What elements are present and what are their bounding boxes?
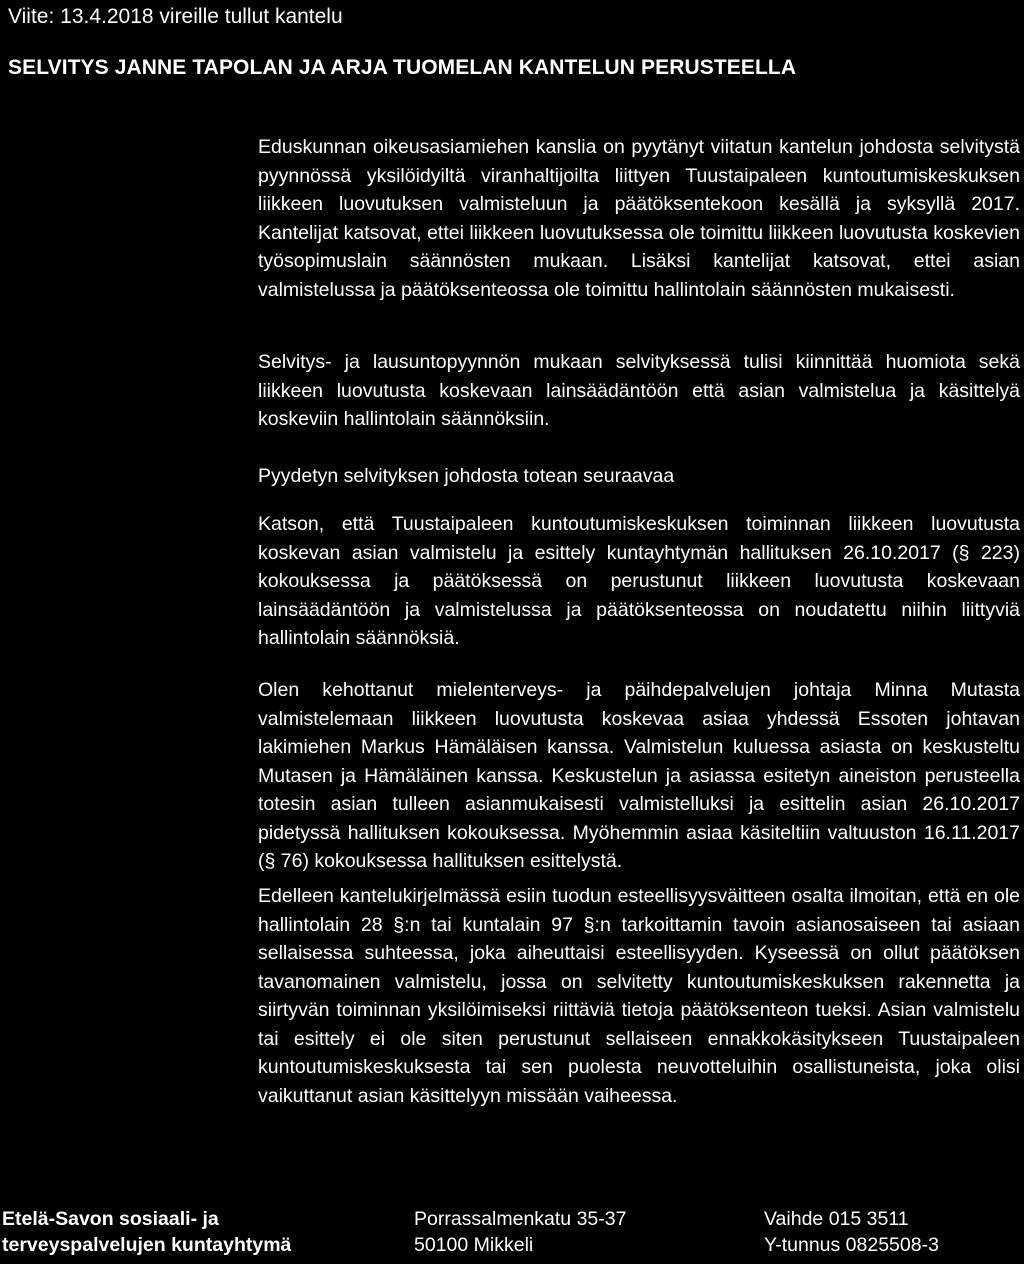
footer-address [414, 1206, 626, 1258]
paragraph-request: Eduskunnan oikeusasiamiehen kanslia on pyytänyt viitatun kantelun johdosta selvitystä pyynnössä yksilöidyiltä viranhaltijoilta liittyen Tuustaipaleen kuntoutumiskeskuksen liikkeen luovutuksen valmisteluun ja päätöksentekoon kesällä ja syksyllä 2017. Kantelijat katsovat, ettei liikkeen luovutuksessa ole toimittu liikkeen luovutusta koskevien työsopimuslain säännösten mukaan. Lisäksi kantelijat katsovat, ettei asian valmistelussa ja päätöksenteossa ole toimittu hallintolain säännösten mukaisesti. [258, 136, 1020, 301]
document-title: SELVITYS JANNE TAPOLAN JA ARJA TUOMELAN KANTELUN PERUSTEELLA [8, 56, 797, 79]
footer-org-line: terveyspalvelujen kuntayhtymä [2, 1234, 292, 1256]
footer-business-id: Y-tunnus 0825508-3 [764, 1234, 939, 1256]
paragraph-intro: Pyydetyn selvityksen johdosta totean seuraavaa [258, 465, 675, 487]
footer-street: Porrassalmenkatu 35-37 [414, 1208, 627, 1230]
footer-org-line: Etelä-Savon sosiaali- ja [2, 1208, 219, 1230]
footer-organization [2, 1206, 291, 1258]
reference-line: Viite: 13.4.2018 vireille tullut kantelu [8, 5, 343, 28]
footer-postal: 50100 Mikkeli [414, 1234, 534, 1256]
paragraph-scope: Selvitys- ja lausuntopyynnön mukaan selvityksessä tulisi kiinnittää huomiota sekä liikkeen luovutusta koskevaan lainsäädäntöön että asian valmistelua ja käsittelyä koskeviin hallintolain säännöksiin. [258, 351, 1020, 430]
footer-phone: Vaihde 015 3511 [764, 1208, 909, 1230]
footer-contact [764, 1206, 939, 1258]
paragraph-preparation: Olen kehottanut mielenterveys- ja päihdepalvelujen johtaja Minna Mutasta valmistelemaan liikkeen luovutusta koskevaa asiaa yhdessä Essoten johtavan lakimiehen Markus Hämäläisen kanssa. Valmistelun kuluessa asiasta on keskusteltu Mutasen ja Hämäläinen kanssa. Keskustelun ja asiassa esitetyn aineiston perusteella totesin asian tulleen asianmukaisesti valmistelluksi ja esittelin asian 26.10.2017 pidetyssä hallituksen kokouksessa. Myöhemmin asiaa käsiteltiin valtuuston 16.11.2017 (§ 76) kokouksessa hallituksen esittelystä. [258, 679, 1020, 872]
paragraph-disqualification: Edelleen kantelukirjelmässä esiin tuodun esteellisyysväitteen osalta ilmoitan, että en ole hallintolain 28 §:n tai kuntalain 97 §:n tarkoittamin tavoin asianosaiseen tai asiaan sellaisessa suhteessa, joka aiheuttaisi esteellisyyden. Kyseessä on ollut päätöksen tavanomainen valmistelu, jossa on selvitetty kuntoutumiskeskuksen rakennetta ja siirtyvän toiminnan yksilöimiseksi riittäviä tietoja päätöksenteon tueksi. Asian valmistelu tai esittely ei ole siten perustunut sellaiseen ennakkokäsitykseen Tuustaipaleen kuntoutumiskeskuksesta tai sen puolesta neuvotteluihin osallistuneista, joka olisi vaikuttanut asian käsittelyyn missään vaiheessa. [258, 885, 1020, 1107]
paragraph-conclusion: Katson, että Tuustaipaleen kuntoutumiskeskuksen toiminnan liikkeen luovutusta koskevan asian valmistelu ja esittely kuntayhtymän hallituksen 26.10.2017 (§ 223) kokouksessa ja päätöksessä on perustunut liikkeen luovutusta koskevaan lainsäädäntöön ja valmistelussa ja päätöksenteossa on noudatettu niihin liittyviä hallintolain säännöksiä. [258, 513, 1020, 649]
